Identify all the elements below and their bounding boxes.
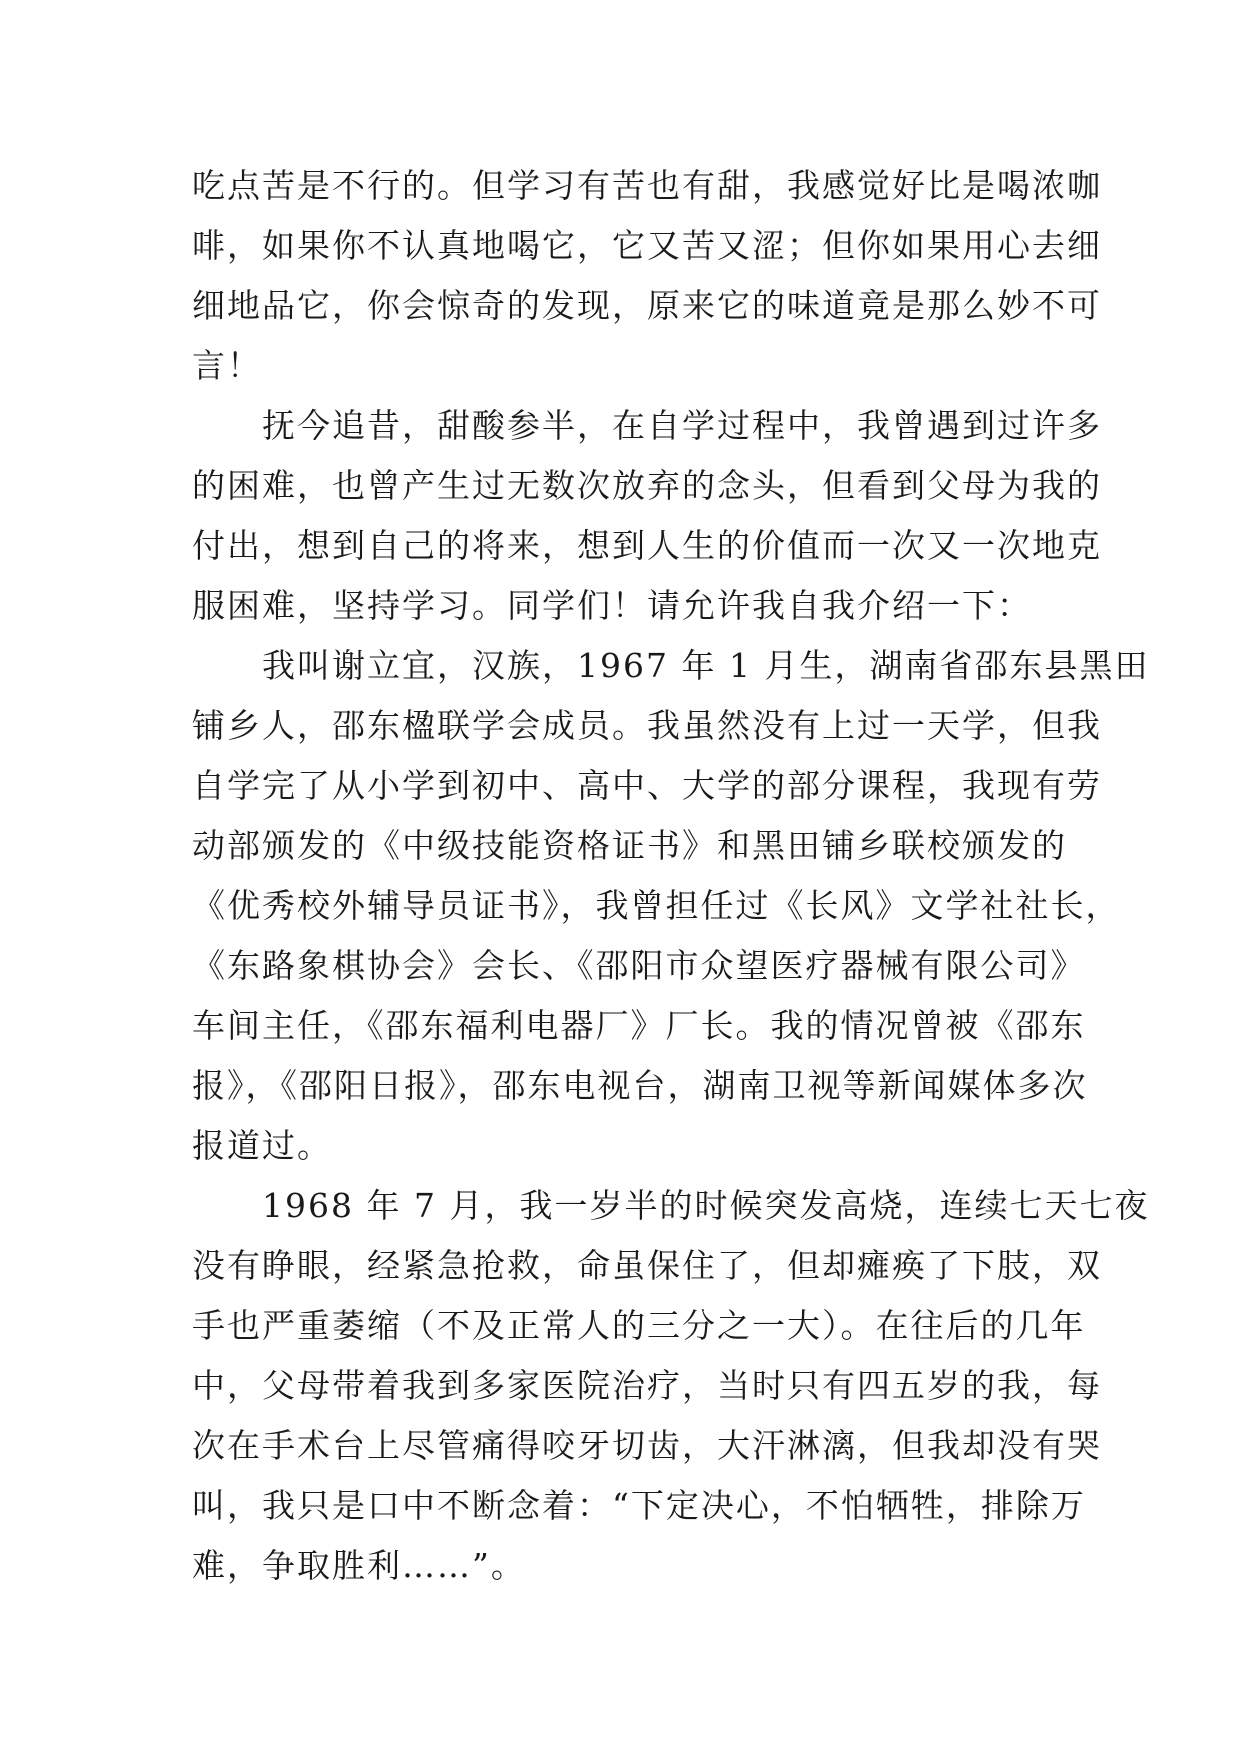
text-line: 报》，《邵阳日报》，邵东电视台，湖南卫视等新闻媒体多次 bbox=[192, 1066, 1088, 1105]
text-line: 叫，我只是口中不断念着：“下定决心，不怕牺牲，排除万 bbox=[192, 1486, 1086, 1525]
text-line: 1968 年 7 月，我一岁半的时候突发高烧，连续七天七夜 bbox=[262, 1186, 1150, 1225]
text-line: 啡，如果你不认真地喝它，它又苦又涩；但你如果用心去细 bbox=[192, 226, 1102, 265]
text-line: 没有睁眼，经紧急抢救，命虽保住了，但却瘫痪了下肢，双 bbox=[192, 1246, 1102, 1285]
text-line: 吃点苦是不行的。但学习有苦也有甜，我感觉好比是喝浓咖 bbox=[192, 166, 1102, 205]
text-line: 次在手术台上尽管痛得咬牙切齿，大汗淋漓，但我却没有哭 bbox=[192, 1426, 1102, 1465]
text-line: 难，争取胜利……”。 bbox=[192, 1546, 526, 1585]
text-line: 言！ bbox=[192, 346, 262, 385]
text-line: 动部颁发的《中级技能资格证书》和黑田铺乡联校颁发的 bbox=[192, 826, 1067, 865]
text-line: 《东路象棋协会》会长、《邵阳市众望医疗器械有限公司》 bbox=[192, 946, 1086, 985]
text-line: 服困难，坚持学习。同学们！请允许我自我介绍一下： bbox=[192, 586, 1032, 625]
text-line: 付出，想到自己的将来，想到人生的价值而一次又一次地克 bbox=[192, 526, 1102, 565]
text-line: 手也严重萎缩（不及正常人的三分之一大）。在往后的几年 bbox=[192, 1306, 1086, 1345]
text-line: 自学完了从小学到初中、高中、大学的部分课程，我现有劳 bbox=[192, 766, 1102, 805]
text-line: 我叫谢立宜，汉族，1967 年 1 月生，湖南省邵东县黑田 bbox=[262, 646, 1150, 685]
text-line: 抚今追昔，甜酸参半，在自学过程中，我曾遇到过许多 bbox=[262, 406, 1102, 445]
text-line: 报道过。 bbox=[192, 1126, 332, 1165]
text-line: 车间主任，《邵东福利电器厂》厂长。我的情况曾被《邵东 bbox=[192, 1006, 1086, 1045]
text-line: 细地品它，你会惊奇的发现，原来它的味道竟是那么妙不可 bbox=[192, 286, 1102, 325]
body-text bbox=[192, 156, 1150, 1596]
text-line: 中，父母带着我到多家医院治疗，当时只有四五岁的我，每 bbox=[192, 1366, 1102, 1405]
text-line: 铺乡人，邵东楹联学会成员。我虽然没有上过一天学，但我 bbox=[192, 706, 1102, 745]
text-line: 的困难，也曾产生过无数次放弃的念头，但看到父母为我的 bbox=[192, 466, 1102, 505]
text-line: 《优秀校外辅导员证书》，我曾担任过《长风》文学社社长， bbox=[192, 886, 1121, 925]
